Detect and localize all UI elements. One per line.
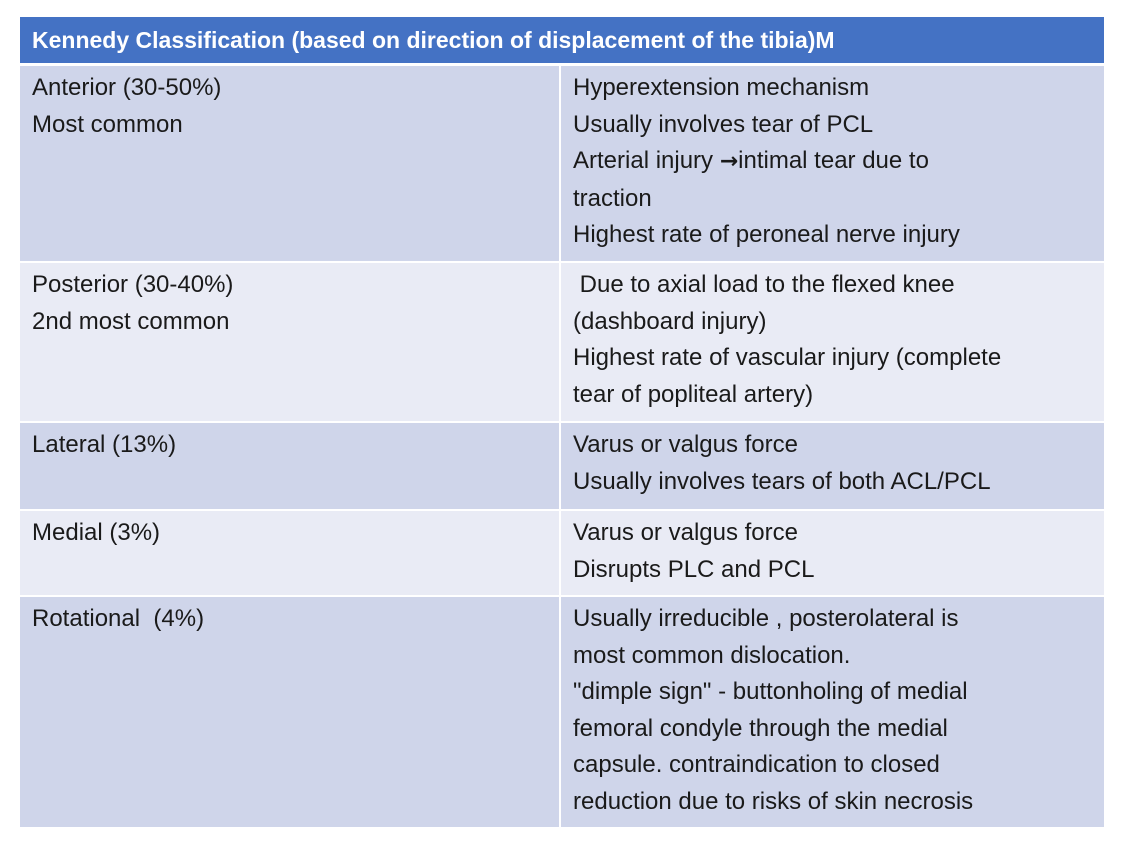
type-cell: [20, 423, 561, 509]
type-label: Medial (3%): [32, 519, 161, 546]
description-line: most common dislocation.: [573, 641, 851, 669]
table-header: [20, 17, 1104, 66]
type-note: Most common: [32, 110, 183, 138]
type-label: Lateral (13%): [32, 431, 177, 458]
type-label: Anterior (30-50%): [32, 74, 222, 101]
description-line: capsule. contraindication to closed: [573, 751, 940, 778]
description-line: Hyperextension mechanism: [573, 74, 870, 101]
description-line: Usually irreducible , posterolateral is: [573, 605, 959, 632]
description-line: Disrupts PLC and PCL: [573, 555, 815, 583]
description-cell: [561, 423, 1104, 509]
type-cell: [20, 511, 561, 595]
table-row-posterior: [20, 263, 1104, 423]
description-line: [573, 143, 1104, 181]
description-cell: [561, 597, 1104, 827]
description-line: tear of popliteal artery): [573, 380, 814, 408]
description-line: Due to axial load to the flexed knee: [573, 271, 955, 298]
description-line: "dimple sign" - buttonholing of medial: [573, 678, 968, 705]
description-line: Highest rate of peroneal nerve injury: [573, 221, 960, 248]
description-cell: [561, 66, 1104, 261]
table-row-anterior: [20, 66, 1104, 263]
table-row-lateral: [20, 423, 1104, 511]
description-cell: [561, 511, 1104, 595]
description-line: Highest rate of vascular injury (complete: [573, 344, 1002, 371]
description-line: reduction due to risks of skin necrosis: [573, 787, 974, 815]
type-label: Rotational (4%): [32, 605, 205, 632]
description-line: (dashboard injury): [573, 307, 767, 335]
type-cell: [20, 66, 561, 261]
table-title: Kennedy Classification (based on direction of displacement of the tibia)M: [32, 27, 835, 53]
type-cell: [20, 263, 561, 421]
description-line: Usually involves tears of both ACL/PCL: [573, 467, 991, 495]
table-row-medial: [20, 511, 1104, 597]
description-text: Arterial injury: [573, 147, 714, 174]
classification-table: [20, 17, 1104, 827]
description-line: traction: [573, 184, 652, 212]
description-line: Varus or valgus force: [573, 519, 798, 546]
table-row-rotational: [20, 597, 1104, 827]
type-note: 2nd most common: [32, 307, 230, 335]
description-cell: [561, 263, 1104, 421]
description-text: intimal tear due to: [738, 147, 929, 174]
description-line: Varus or valgus force: [573, 431, 798, 458]
description-line: femoral condyle through the medial: [573, 714, 948, 742]
description-line: Usually involves tear of PCL: [573, 110, 874, 138]
right-arrow-icon: →: [719, 149, 739, 174]
type-cell: [20, 597, 561, 827]
type-label: Posterior (30-40%): [32, 271, 234, 298]
